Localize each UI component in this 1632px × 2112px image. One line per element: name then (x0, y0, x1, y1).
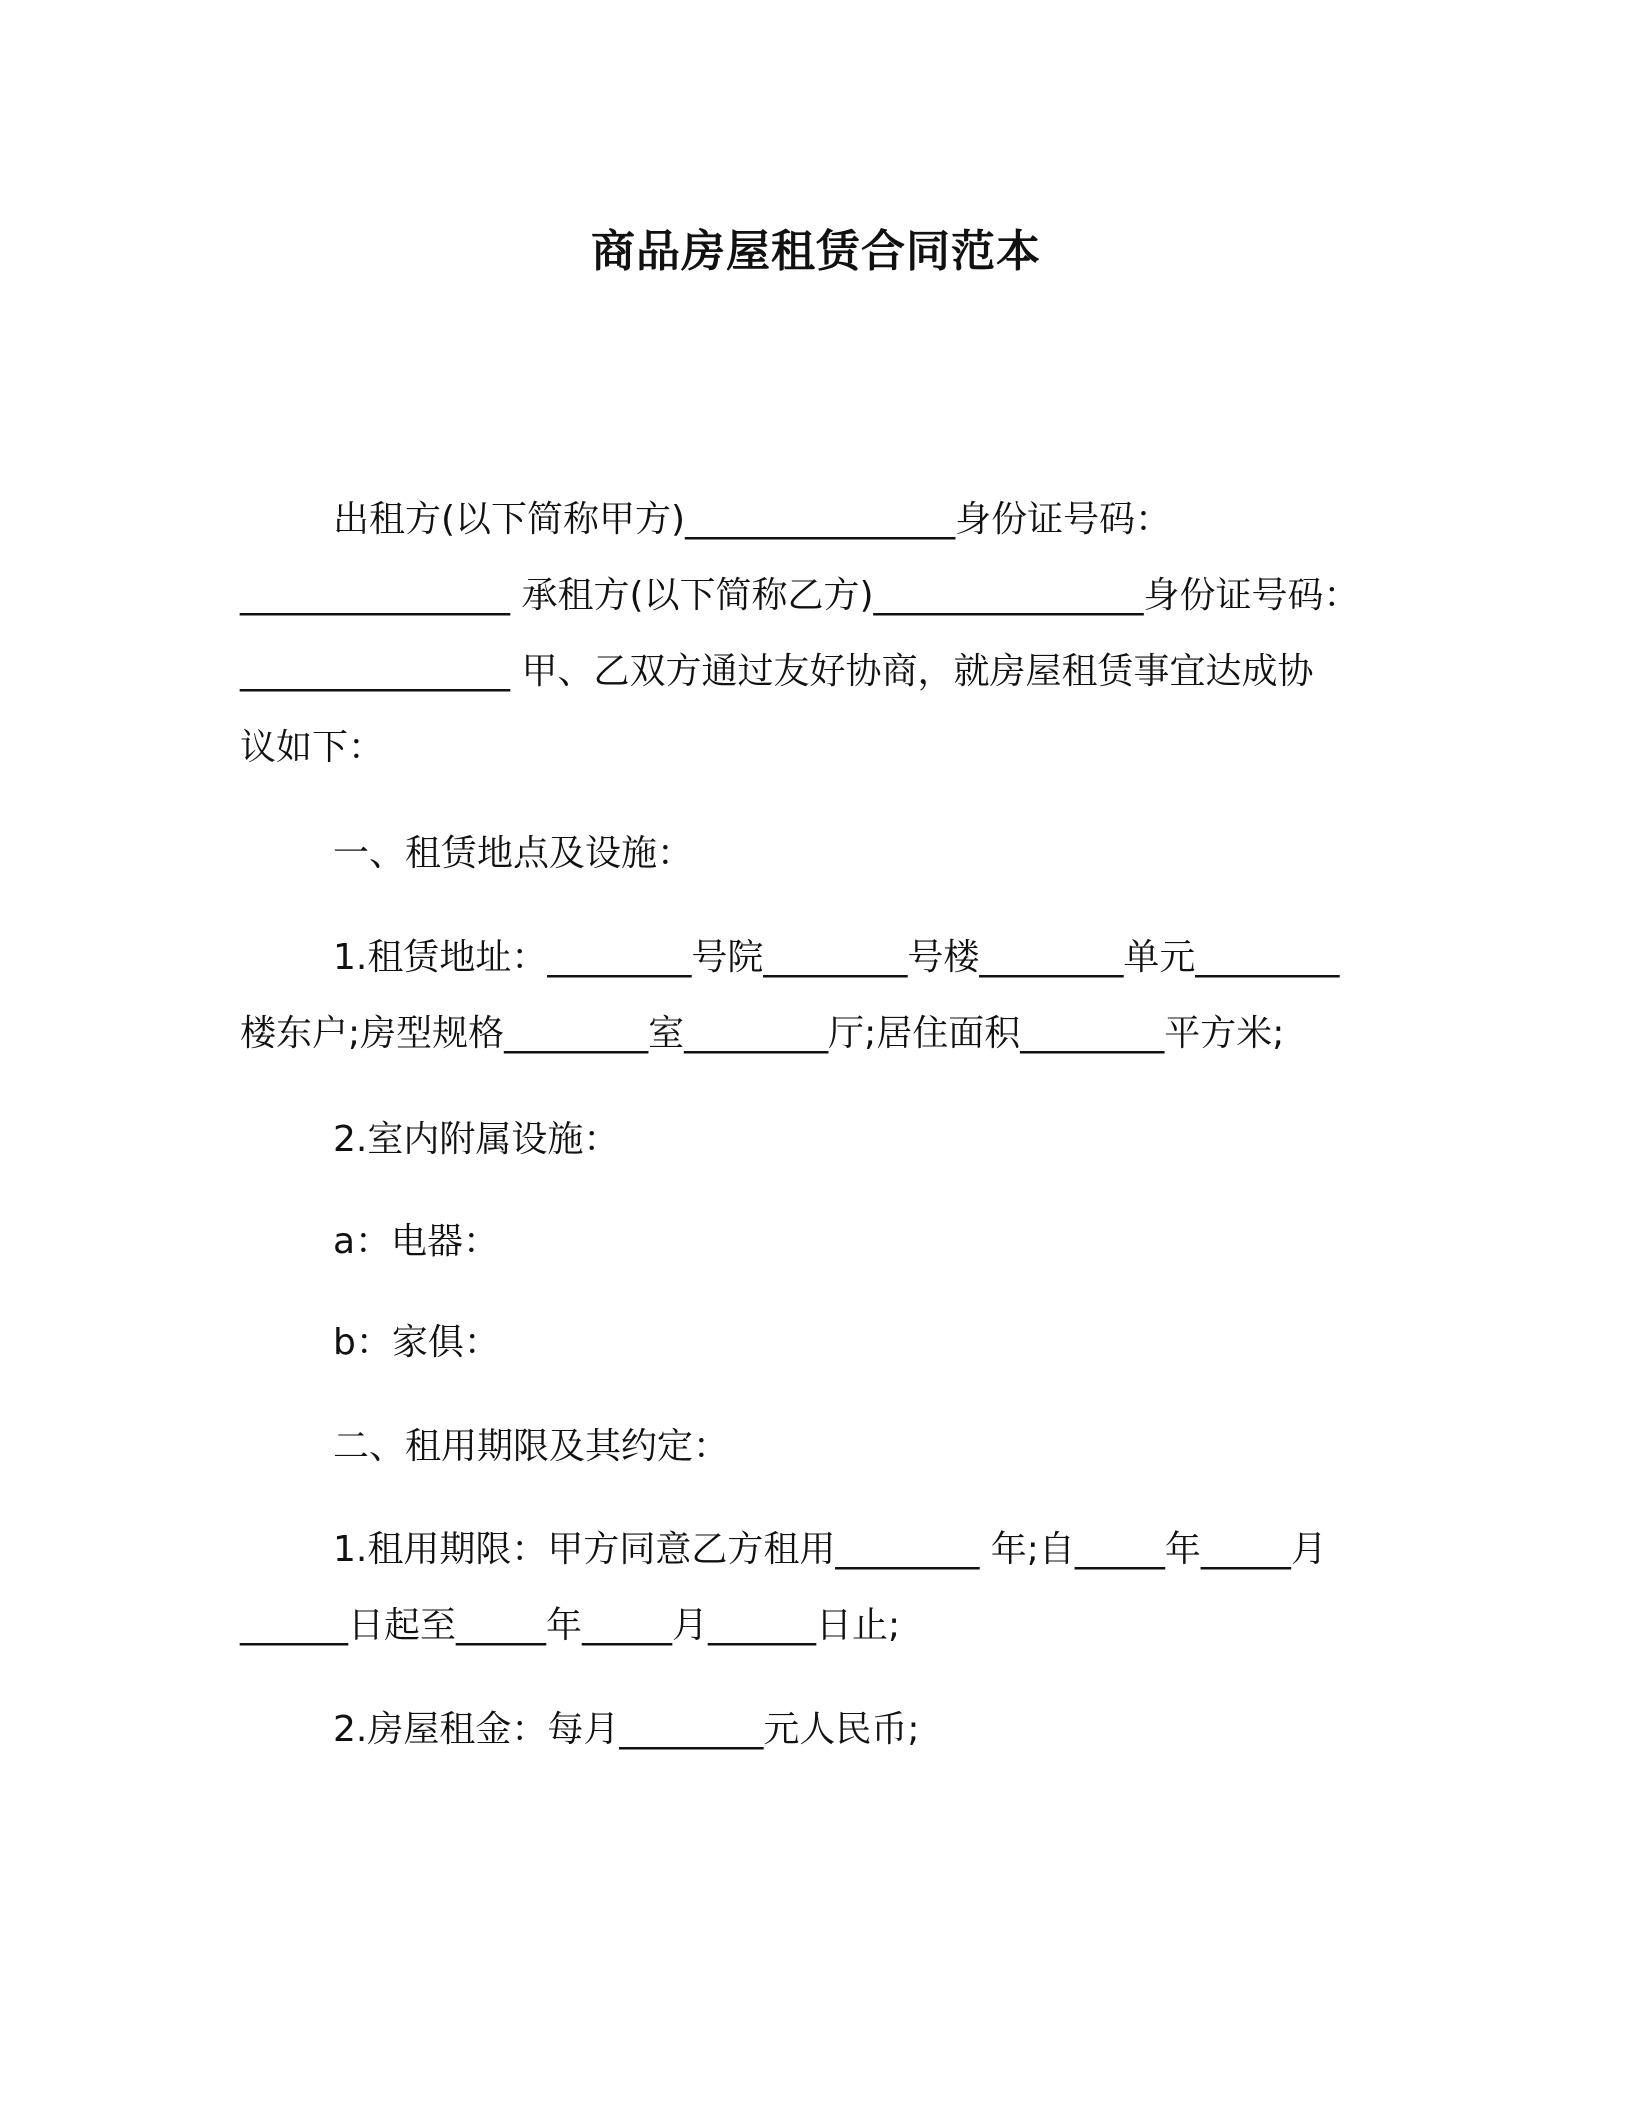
paragraph-line: b：家俱： (333, 1322, 500, 1363)
paragraph-line: 楼东户;房型规格________室________厅;居住面积________平方米; (240, 1013, 1285, 1054)
paragraph-line: 1.租用期限：甲方同意乙方租用________ 年;自_____年_____月 (333, 1529, 1327, 1570)
paragraph-line: _______________ 甲、乙双方通过友好协商，就房屋租赁事宜达成协 (240, 651, 1314, 692)
paragraph-line: 议如下： (240, 727, 385, 768)
paragraph-line: 2.室内附属设施： (333, 1119, 620, 1160)
paragraph-line: ______日起至_____年_____月______日止; (240, 1605, 901, 1646)
paragraph-line: 1.租赁地址：________号院________号楼________单元________ (333, 937, 1340, 978)
paragraph-line: 出租方(以下简称甲方)_______________身份证号码： (333, 499, 1172, 540)
paragraph-line: 2.房屋租金：每月________元人民币; (333, 1709, 920, 1750)
paragraph-line: a：电器： (333, 1221, 500, 1262)
section-heading: 二、租用期限及其约定： (333, 1426, 730, 1467)
document-title: 商品房屋租赁合同范本 (591, 226, 1041, 277)
paragraph-line: _______________ 承租方(以下简称乙方)_______________身份证号码： (240, 575, 1360, 616)
section-heading: 一、租赁地点及设施： (333, 833, 694, 874)
